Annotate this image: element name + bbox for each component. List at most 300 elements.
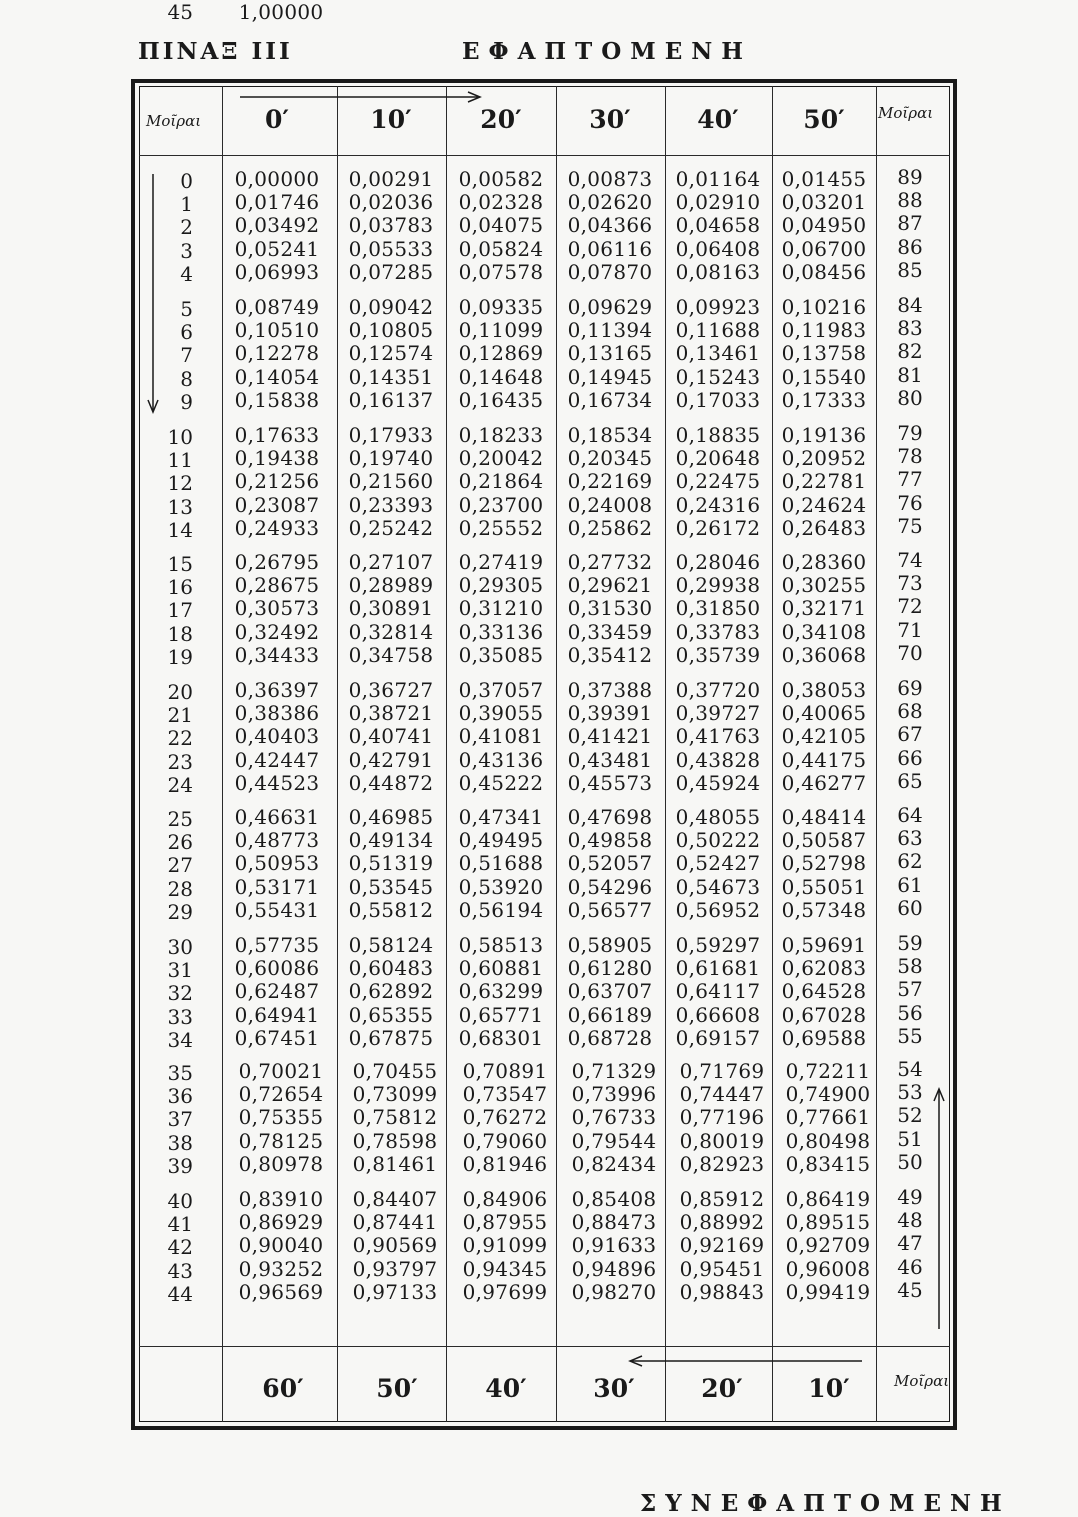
column-footer: 50′ (376, 1374, 418, 1403)
value-cell: 0,49858 (567, 828, 653, 853)
value-cell: 0,60086 (234, 956, 320, 981)
value-cell: 0,86929 (238, 1210, 324, 1235)
value-cell: 0,93797 (352, 1256, 438, 1281)
codegree-cell: 52 (897, 1103, 923, 1128)
value-cell: 0,37057 (458, 678, 544, 702)
degree-cell: 17 (167, 598, 193, 623)
degree-cell: 4 (180, 261, 193, 286)
value-cell: 0,29938 (675, 573, 761, 598)
value-cell: 0,74900 (785, 1082, 871, 1107)
degree-cell: 26 (167, 830, 193, 855)
value-cell: 0,76733 (571, 1105, 657, 1130)
codegree-cell: 79 (897, 421, 923, 445)
codegree-cell: 63 (897, 826, 923, 851)
value-cell: 0,69588 (781, 1025, 867, 1050)
footer-rule (139, 1346, 950, 1347)
codegree-cell: 54 (897, 1057, 923, 1081)
value-cell: 0,51688 (458, 851, 544, 876)
codegree-cell: 47 (897, 1231, 923, 1256)
value-cell: 0,10216 (781, 295, 867, 319)
value-cell: 0,37720 (675, 678, 761, 702)
value-cell: 0,58513 (458, 933, 544, 957)
degree-cell: 13 (167, 494, 193, 519)
value-cell: 0,36068 (781, 642, 867, 667)
value-cell: 0,25242 (348, 515, 434, 540)
degree-cell: 18 (167, 621, 193, 646)
codegree-cell: 62 (897, 849, 923, 874)
value-cell: 0,80019 (679, 1128, 765, 1153)
value-cell: 0,45573 (567, 770, 653, 795)
value-cell: 0,64941 (234, 1002, 320, 1027)
codegree-cell: 50 (897, 1149, 923, 1174)
column-header: 10′ (370, 105, 412, 134)
codegree-cell: 69 (897, 676, 923, 700)
codegree-cell: 53 (897, 1080, 923, 1105)
codegree-cell: 57 (897, 977, 923, 1002)
degree-cell: 9 (180, 389, 193, 414)
value-cell: 0,27419 (458, 550, 544, 574)
value-cell: 0,40403 (234, 724, 320, 749)
degree-cell: 6 (180, 320, 193, 345)
value-cell: 0,61280 (567, 956, 653, 981)
value-cell: 0,31210 (458, 596, 544, 621)
value-cell: 0,38053 (781, 678, 867, 702)
value-cell: 0,11099 (458, 318, 544, 343)
value-cell: 0,40065 (781, 701, 867, 726)
value-cell: 0,61681 (675, 956, 761, 981)
value-cell: 0,34433 (234, 642, 320, 667)
value-cell: 0,53920 (458, 874, 544, 899)
value-cell: 0,50587 (781, 828, 867, 853)
value-cell: 0,99419 (785, 1279, 871, 1304)
value-cell: 0,16137 (348, 387, 434, 412)
value-cell: 0,47698 (567, 805, 653, 829)
value-cell: 0,21864 (458, 469, 544, 494)
value-cell: 0,08749 (234, 295, 320, 319)
value-cell: 0,38386 (234, 701, 320, 726)
value-cell: 0,49134 (348, 828, 434, 853)
degree-cell: 25 (167, 807, 193, 831)
value-cell: 0,30891 (348, 596, 434, 621)
value-cell: 0,91099 (462, 1233, 548, 1258)
value-cell: 0,45222 (458, 770, 544, 795)
value-cell: 0,35739 (675, 642, 761, 667)
value-cell: 0,29305 (458, 573, 544, 598)
value-cell: 0,63707 (567, 979, 653, 1004)
value-cell: 0,85408 (571, 1187, 657, 1211)
value-cell: 0,00582 (458, 167, 544, 191)
value-cell: 0,08163 (675, 259, 761, 284)
value-cell: 0,39727 (675, 701, 761, 726)
codegree-cell: 59 (897, 931, 923, 955)
value-cell: 0,28989 (348, 573, 434, 598)
codegree-cell: 87 (897, 211, 923, 236)
value-cell: 0,04366 (567, 213, 653, 238)
value-cell: 0,14945 (567, 364, 653, 389)
value-cell: 0,03492 (234, 213, 320, 238)
value-cell: 0,16734 (567, 387, 653, 412)
value-cell: 0,05533 (348, 236, 434, 261)
value-cell: 0,10510 (234, 318, 320, 343)
codegree-cell: 83 (897, 316, 923, 341)
degree-cell: 28 (167, 876, 193, 901)
value-cell: 0,92709 (785, 1233, 871, 1258)
value-cell: 0,03201 (781, 190, 867, 215)
value-cell: 0,73099 (352, 1082, 438, 1107)
codegree-cell: 74 (897, 548, 923, 572)
degree-cell: 27 (167, 853, 193, 878)
value-cell: 0,32814 (348, 619, 434, 644)
value-cell: 0,02036 (348, 190, 434, 215)
value-cell: 0,89515 (785, 1210, 871, 1235)
value-cell: 0,94896 (571, 1256, 657, 1281)
value-cell: 0,79060 (462, 1128, 548, 1153)
value-cell: 0,21256 (234, 469, 320, 494)
value-cell: 0,52798 (781, 851, 867, 876)
value-cell: 0,56952 (675, 897, 761, 922)
value-cell: 0,35085 (458, 642, 544, 667)
degree-cell: 44 (167, 1281, 193, 1306)
value-cell: 0,38721 (348, 701, 434, 726)
value-cell: 0,52427 (675, 851, 761, 876)
value-cell: 0,48055 (675, 805, 761, 829)
value-cell: 0,80978 (238, 1151, 324, 1176)
value-cell: 0,10805 (348, 318, 434, 343)
value-cell: 0,43136 (458, 747, 544, 772)
value-cell: 0,26483 (781, 515, 867, 540)
value-cell: 0,84407 (352, 1187, 438, 1211)
value-cell: 0,06700 (781, 236, 867, 261)
value-cell: 0,57348 (781, 897, 867, 922)
value-cell: 0,32171 (781, 596, 867, 621)
degree-cell: 39 (167, 1153, 193, 1178)
value-cell: 0,30255 (781, 573, 867, 598)
value-cell: 0,66189 (567, 1002, 653, 1027)
value-cell: 0,74447 (679, 1082, 765, 1107)
value-cell: 0,14648 (458, 364, 544, 389)
value-cell: 0,33783 (675, 619, 761, 644)
value-cell: 0,79544 (571, 1128, 657, 1153)
cotangent-title: ΣΥΝΕΦΑΠΤΟΜΕΝΗ (640, 1490, 1011, 1517)
codegree-cell: 71 (897, 617, 923, 642)
value-cell: 0,65355 (348, 1002, 434, 1027)
degree-cell: 15 (167, 552, 193, 576)
value-cell: 0,77661 (785, 1105, 871, 1130)
value-cell: 0,84906 (462, 1187, 548, 1211)
arrow-right-icon (238, 88, 488, 106)
column-header: 20′ (480, 105, 522, 134)
codegree-cell: 61 (897, 872, 923, 897)
value-cell: 0,81461 (352, 1151, 438, 1176)
value-cell: 0,34758 (348, 642, 434, 667)
value-cell: 0,15243 (675, 364, 761, 389)
degree-cell: 41 (167, 1212, 193, 1237)
value-cell: 0,55051 (781, 874, 867, 899)
codegree-cell: 70 (897, 640, 923, 665)
value-cell: 0,72211 (785, 1059, 871, 1083)
value-cell: 0,53171 (234, 874, 320, 899)
value-cell: 0,04658 (675, 213, 761, 238)
value-cell: 0,36397 (234, 678, 320, 702)
codegree-cell: 67 (897, 722, 923, 747)
value-cell: 0,49495 (458, 828, 544, 853)
value-cell: 0,23087 (234, 492, 320, 517)
value-cell: 0,92169 (679, 1233, 765, 1258)
degree-cell: 14 (167, 517, 193, 542)
column-header: 40′ (697, 105, 739, 134)
value-cell: 0,50953 (234, 851, 320, 876)
value-cell: 0,09335 (458, 295, 544, 319)
codegree-cell: 46 (897, 1254, 923, 1279)
codegree-cell: 58 (897, 954, 923, 979)
value-cell: 0,22475 (675, 469, 761, 494)
value-cell: 0,80498 (785, 1128, 871, 1153)
value-cell: 0,98843 (679, 1279, 765, 1304)
value-cell: 0,27107 (348, 550, 434, 574)
column-footer: 30′ (593, 1374, 635, 1403)
value-cell: 0,25552 (458, 515, 544, 540)
value-cell: 0,19740 (348, 446, 434, 471)
value-cell: 0,96569 (238, 1279, 324, 1304)
degree-cell: 38 (167, 1130, 193, 1155)
value-cell: 0,60881 (458, 956, 544, 981)
degree-cell: 0 (180, 169, 193, 193)
value-cell: 0,24933 (234, 515, 320, 540)
degrees-label-right: Μοῖραι (878, 104, 934, 122)
value-cell: 0,23700 (458, 492, 544, 517)
value-cell: 0,75355 (238, 1105, 324, 1130)
table-number: ΠΙΝΑΞ ΙΙΙ (138, 38, 293, 65)
value-cell: 0,28360 (781, 550, 867, 574)
value-cell: 0,12278 (234, 341, 320, 366)
value-cell: 0,28046 (675, 550, 761, 574)
value-cell: 0,43828 (675, 747, 761, 772)
degree-cell: 8 (180, 366, 193, 391)
codegree-cell: 60 (897, 895, 923, 920)
value-cell: 0,55431 (234, 897, 320, 922)
value-cell: 0,48773 (234, 828, 320, 853)
value-cell: 0,24008 (567, 492, 653, 517)
value-cell: 0,70455 (352, 1059, 438, 1083)
value-cell: 0,07285 (348, 259, 434, 284)
value-cell: 0,96008 (785, 1256, 871, 1281)
value-cell: 0,44523 (234, 770, 320, 795)
value-cell: 0,93252 (238, 1256, 324, 1281)
value-cell: 0,54673 (675, 874, 761, 899)
value-cell: 0,11983 (781, 318, 867, 343)
value-cell: 0,13758 (781, 341, 867, 366)
value-cell: 0,12574 (348, 341, 434, 366)
value-cell: 0,68301 (458, 1025, 544, 1050)
value-cell: 0,42791 (348, 747, 434, 772)
value-cell: 0,28675 (234, 573, 320, 598)
value-cell: 0,42447 (234, 747, 320, 772)
column-header: 30′ (589, 105, 631, 134)
value-cell: 0,75812 (352, 1105, 438, 1130)
degree-cell: 12 (167, 471, 193, 496)
value-cell: 0,90569 (352, 1233, 438, 1258)
value-cell: 0,45924 (675, 770, 761, 795)
value-cell: 0,71329 (571, 1059, 657, 1083)
codegree-cell: 75 (897, 513, 923, 538)
codegree-cell: 85 (897, 257, 923, 282)
column-footer: 60′ (262, 1374, 304, 1403)
value-cell: 0,06993 (234, 259, 320, 284)
value-cell: 0,67451 (234, 1025, 320, 1050)
value-cell: 0,14054 (234, 364, 320, 389)
value-cell: 0,55812 (348, 897, 434, 922)
value-cell: 0,82923 (679, 1151, 765, 1176)
value-cell: 0,56577 (567, 897, 653, 922)
degree-cell: 45 (167, 0, 193, 24)
column-header: 0′ (265, 105, 289, 134)
value-cell: 0,40741 (348, 724, 434, 749)
degree-cell: 23 (167, 749, 193, 774)
degree-cell: 2 (180, 215, 193, 240)
value-cell: 0,02620 (567, 190, 653, 215)
value-cell: 0,68728 (567, 1025, 653, 1050)
degree-cell: 32 (167, 981, 193, 1006)
degree-cell: 19 (167, 644, 193, 669)
codegree-cell: 84 (897, 293, 923, 317)
value-cell: 0,41421 (567, 724, 653, 749)
value-cell: 0,94345 (462, 1256, 548, 1281)
value-cell: 0,39055 (458, 701, 544, 726)
value-cell: 0,17033 (675, 387, 761, 412)
value-cell: 0,46631 (234, 805, 320, 829)
value-cell: 0,46985 (348, 805, 434, 829)
value-cell: 0,78598 (352, 1128, 438, 1153)
codegree-cell: 64 (897, 803, 923, 827)
degree-cell: 35 (167, 1061, 193, 1085)
value-cell: 0,86419 (785, 1187, 871, 1211)
value-cell: 0,48414 (781, 805, 867, 829)
value-cell: 0,05824 (458, 236, 544, 261)
value-cell: 0,44872 (348, 770, 434, 795)
value-cell: 0,07578 (458, 259, 544, 284)
degree-cell: 16 (167, 575, 193, 600)
value-cell: 0,29621 (567, 573, 653, 598)
value-cell: 0,05241 (234, 236, 320, 261)
value-cell: 0,39391 (567, 701, 653, 726)
degree-cell: 42 (167, 1235, 193, 1260)
codegree-cell: 66 (897, 745, 923, 770)
degree-cell: 34 (167, 1027, 193, 1052)
value-cell: 0,09923 (675, 295, 761, 319)
degrees-label-left: Μοῖραι (146, 112, 202, 130)
value-cell: 0,01164 (675, 167, 761, 191)
value-cell: 0,20042 (458, 446, 544, 471)
value-cell: 0,66608 (675, 1002, 761, 1027)
value-cell: 0,32492 (234, 619, 320, 644)
degree-cell: 36 (167, 1084, 193, 1109)
codegree-cell: 77 (897, 467, 923, 492)
codegree-cell: 86 (897, 234, 923, 259)
value-cell: 0,73547 (462, 1082, 548, 1107)
value-cell: 0,87955 (462, 1210, 548, 1235)
value-cell: 0,70891 (462, 1059, 548, 1083)
value-cell: 0,06116 (567, 236, 653, 261)
value-cell: 0,83415 (785, 1151, 871, 1176)
value-cell: 0,04075 (458, 213, 544, 238)
value-cell: 0,37388 (567, 678, 653, 702)
codegree-cell: 51 (897, 1126, 923, 1151)
value-cell: 0,33459 (567, 619, 653, 644)
value-cell: 0,47341 (458, 805, 544, 829)
codegree-cell: 78 (897, 444, 923, 469)
arrow-left-icon (626, 1352, 866, 1370)
value-cell: 0,97133 (352, 1279, 438, 1304)
value-cell: 0,60483 (348, 956, 434, 981)
value-cell: 0,11688 (675, 318, 761, 343)
value-cell: 0,83910 (238, 1187, 324, 1211)
codegree-cell: 81 (897, 362, 923, 387)
codegree-cell: 82 (897, 339, 923, 364)
codegree-cell: 72 (897, 594, 923, 619)
value-cell: 0,78125 (238, 1128, 324, 1153)
value-cell: 0,17633 (234, 423, 320, 447)
codegree-cell: 49 (897, 1185, 923, 1209)
value-cell: 0,20648 (675, 446, 761, 471)
value-cell: 0,22169 (567, 469, 653, 494)
column-footer: 10′ (808, 1374, 850, 1403)
value-cell: 0,85912 (679, 1187, 765, 1211)
codegree-cell: 88 (897, 188, 923, 213)
degree-cell: 40 (167, 1189, 193, 1213)
value-cell: 0,88992 (679, 1210, 765, 1235)
degree-cell: 3 (180, 238, 193, 263)
value-cell: 0,09042 (348, 295, 434, 319)
value-cell: 0,31850 (675, 596, 761, 621)
value-cell: 0,22781 (781, 469, 867, 494)
value-cell: 0,04950 (781, 213, 867, 238)
codegree-cell: 76 (897, 490, 923, 515)
codegree-cell: 65 (897, 768, 923, 793)
column-footer: 20′ (701, 1374, 743, 1403)
value-cell: 0,08456 (781, 259, 867, 284)
value-cell: 0,03783 (348, 213, 434, 238)
value-cell: 0,33136 (458, 619, 544, 644)
value-cell: 0,72654 (238, 1082, 324, 1107)
value-cell: 0,77196 (679, 1105, 765, 1130)
value-cell: 0,25862 (567, 515, 653, 540)
value-cell: 0,41763 (675, 724, 761, 749)
codegree-cell: 80 (897, 385, 923, 410)
value-cell: 0,27732 (567, 550, 653, 574)
value-cell: 0,06408 (675, 236, 761, 261)
value-cell: 0,16435 (458, 387, 544, 412)
value-cell: 0,26172 (675, 515, 761, 540)
value-cell: 0,64528 (781, 979, 867, 1004)
value-cell: 0,09629 (567, 295, 653, 319)
header-rule (139, 155, 950, 156)
value-cell: 0,53545 (348, 874, 434, 899)
value-cell: 0,43481 (567, 747, 653, 772)
degree-cell: 31 (167, 958, 193, 983)
degree-cell: 43 (167, 1258, 193, 1283)
value-cell: 0,01455 (781, 167, 867, 191)
value-cell: 0,59691 (781, 933, 867, 957)
value-cell: 0,56194 (458, 897, 544, 922)
value-cell: 0,11394 (567, 318, 653, 343)
value-cell: 0,90040 (238, 1233, 324, 1258)
value-cell: 0,71769 (679, 1059, 765, 1083)
value-cell: 0,63299 (458, 979, 544, 1004)
value-cell: 0,00873 (567, 167, 653, 191)
value-cell: 0,42105 (781, 724, 867, 749)
value-cell: 0,00291 (348, 167, 434, 191)
degree-cell: 30 (167, 935, 193, 959)
